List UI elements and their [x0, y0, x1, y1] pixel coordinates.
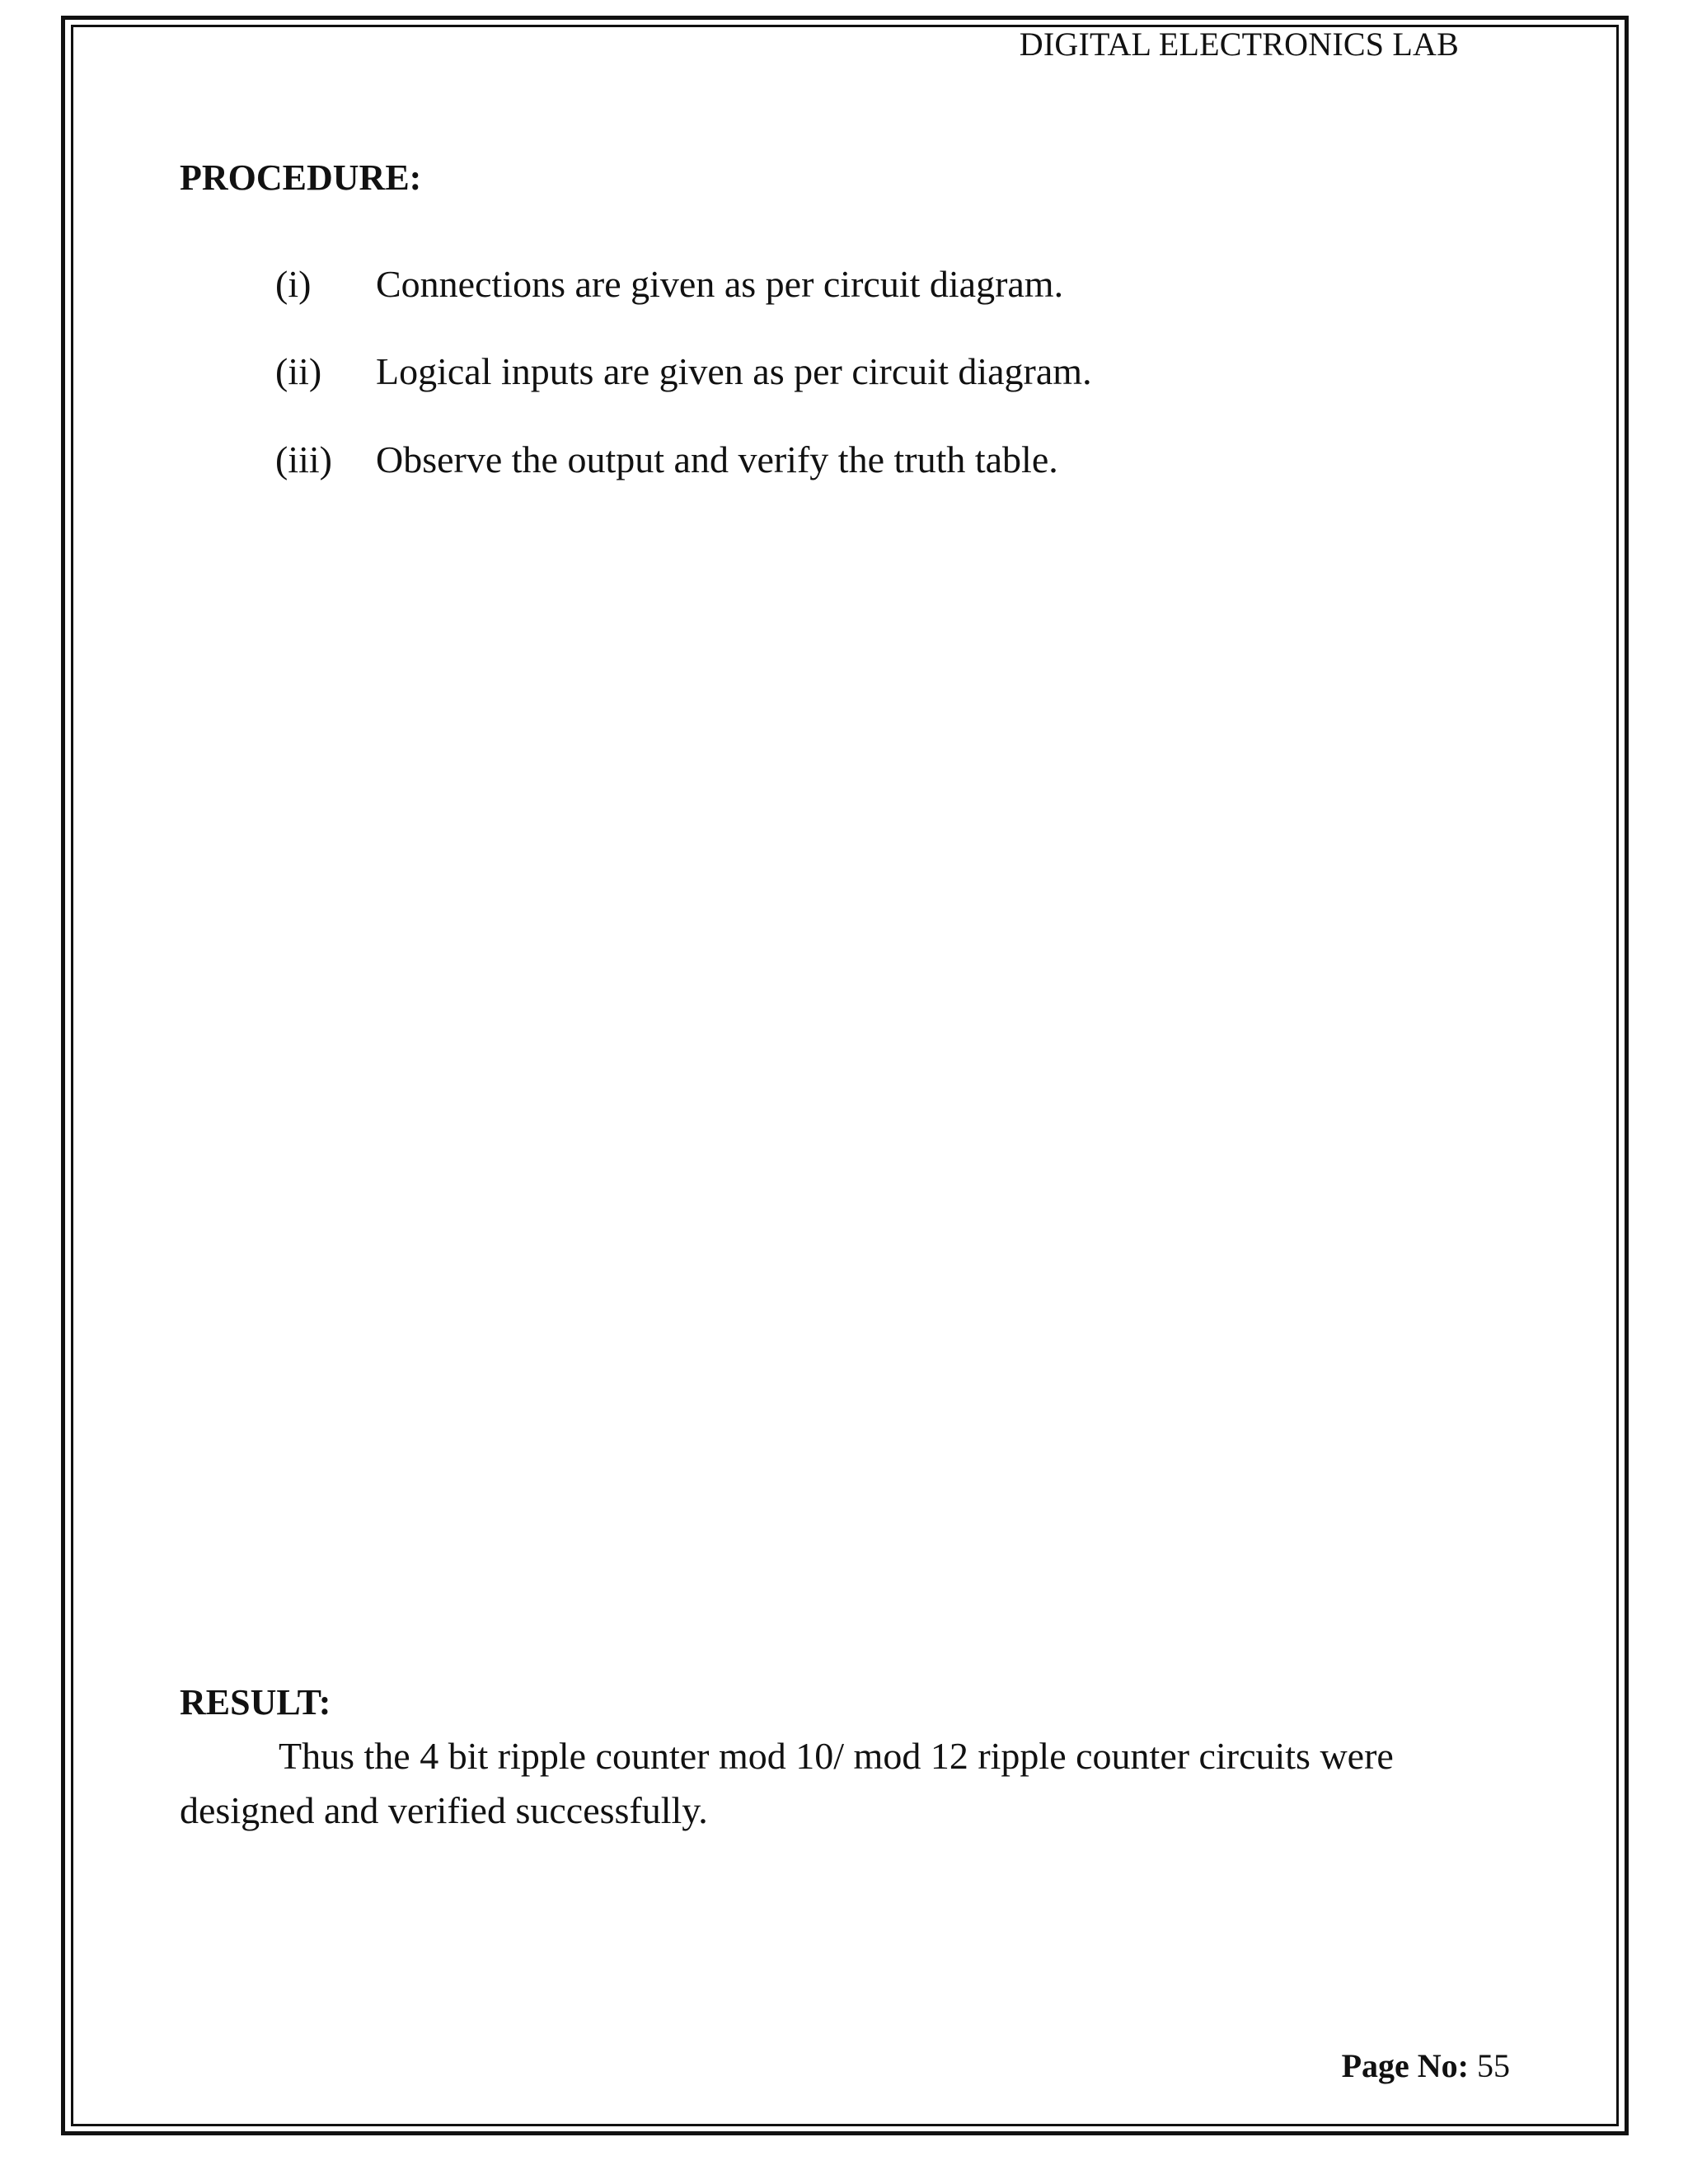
result-paragraph: Thus the 4 bit ripple counter mod 10/ mod 12 ripple counter circuits were designed and verified successfully.: [180, 1735, 1394, 1831]
page-number-label: Page No:: [1341, 2047, 1469, 2084]
procedure-heading: PROCEDURE:: [180, 157, 422, 198]
step-text: Connections are given as per circuit diagram.: [376, 263, 1064, 305]
page-number: 55: [1477, 2047, 1510, 2084]
running-header: DIGITAL ELECTRONICS LAB: [1019, 26, 1459, 63]
step-number: (i): [275, 263, 312, 305]
result-heading: RESULT:: [180, 1682, 331, 1722]
step-number: (iii): [275, 438, 332, 480]
step-number: (ii): [275, 350, 322, 392]
page-footer: [1154, 2046, 1510, 2086]
step-text: Observe the output and verify the truth table.: [376, 438, 1058, 480]
step-text: Logical inputs are given as per circuit diagram.: [376, 350, 1092, 392]
